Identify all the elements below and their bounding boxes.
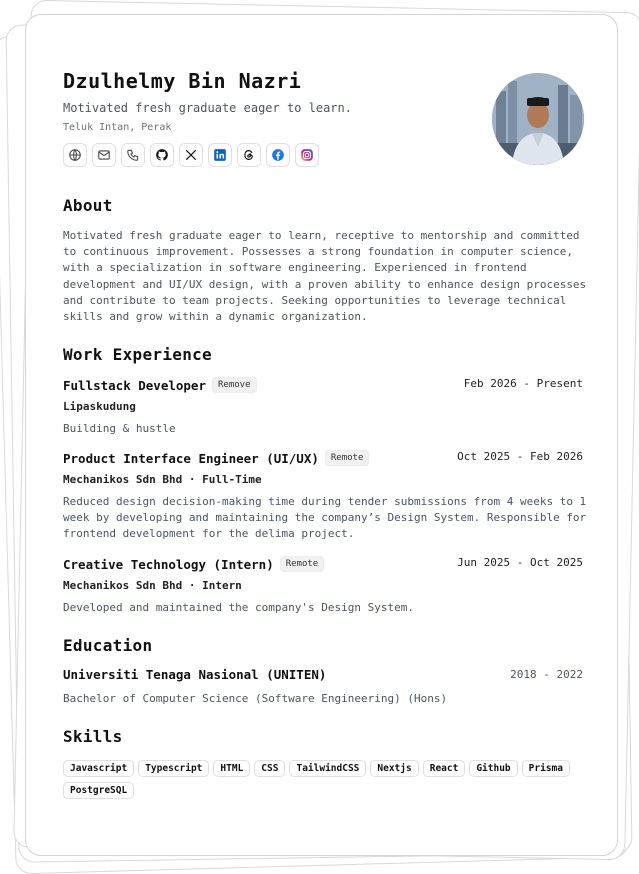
skill-badge: HTML [213,760,250,777]
job-title: Creative Technology (Intern) [63,556,274,572]
skill-badge: PostgreSQL [63,782,134,799]
skill-badge: CSS [254,760,285,777]
job-company: Lipaskudung [63,400,136,413]
work-heading: Work Experience [63,345,212,364]
skill-badge: Typescript [138,760,209,777]
job-title-row [63,377,257,393]
job-description: Developed and maintained the company's Design System. [63,601,414,614]
job-company: Mechanikos Sdn Bhd · Full-Time [63,473,262,486]
resume-card [25,14,618,856]
skill-badge: React [423,760,466,777]
job-description: Building & hustle [63,422,176,435]
globe-icon[interactable] [63,143,87,167]
about-text: Motivated fresh graduate eager to learn, receptive to mentorship and committed to continuous improvement. Possesses a strong foundation in computer science, with a specialization in software engineering. Experienced in frontend development and UI/UX design, with a proven ability to enhance design processes and contribute to team projects. Seeking opportunities to leverage technical skills and grow within a dynamic organization. [63,229,587,324]
job-dates: Feb 2026 - Present [463,377,583,390]
skill-badge: Prisma [522,760,570,777]
skill-badge: TailwindCSS [289,760,366,777]
threads-icon[interactable] [237,143,261,167]
profile-tagline: Motivated fresh graduate eager to learn. [63,101,352,115]
contact-links [63,143,319,167]
job-badge: Remove [212,377,257,393]
phone-icon[interactable] [121,143,145,167]
mail-icon[interactable] [92,143,116,167]
profile-name: Dzulhelmy Bin Nazri [63,69,302,93]
skill-badge: Javascript [63,760,134,777]
job-company: Mechanikos Sdn Bhd · Intern [63,579,242,592]
job-title: Fullstack Developer [63,377,206,393]
profile-avatar [492,73,584,165]
education-dates: 2018 - 2022 [510,668,583,681]
skills-list [63,760,593,799]
skill-badge: Github [469,760,517,777]
job-title: Product Interface Engineer (UI/UX) [63,450,319,466]
github-icon[interactable] [150,143,174,167]
x-icon[interactable] [179,143,203,167]
education-heading: Education [63,636,153,655]
facebook-icon[interactable] [266,143,290,167]
job-description: Reduced design decision-making time during tender submissions from 4 weeks to 1 week by developing and maintaining the company’s Design System. Responsible for frontend development for the delima project. [63,495,587,541]
education-degree: Bachelor of Computer Science (Software Engineering) (Hons) [63,692,448,705]
about-heading: About [63,196,113,215]
instagram-icon[interactable] [295,143,319,167]
skill-badge: Nextjs [370,760,418,777]
skills-heading: Skills [63,727,123,746]
profile-location: Teluk Intan, Perak [63,122,172,133]
education-school: Universiti Tenaga Nasional (UNITEN) [63,667,327,682]
job-badge: Remote [280,556,325,572]
job-badge: Remote [325,450,370,466]
job-dates: Oct 2025 - Feb 2026 [457,450,583,463]
linkedin-icon[interactable] [208,143,232,167]
job-title-row [63,450,369,466]
job-title-row [63,556,324,572]
job-dates: Jun 2025 - Oct 2025 [457,556,583,569]
